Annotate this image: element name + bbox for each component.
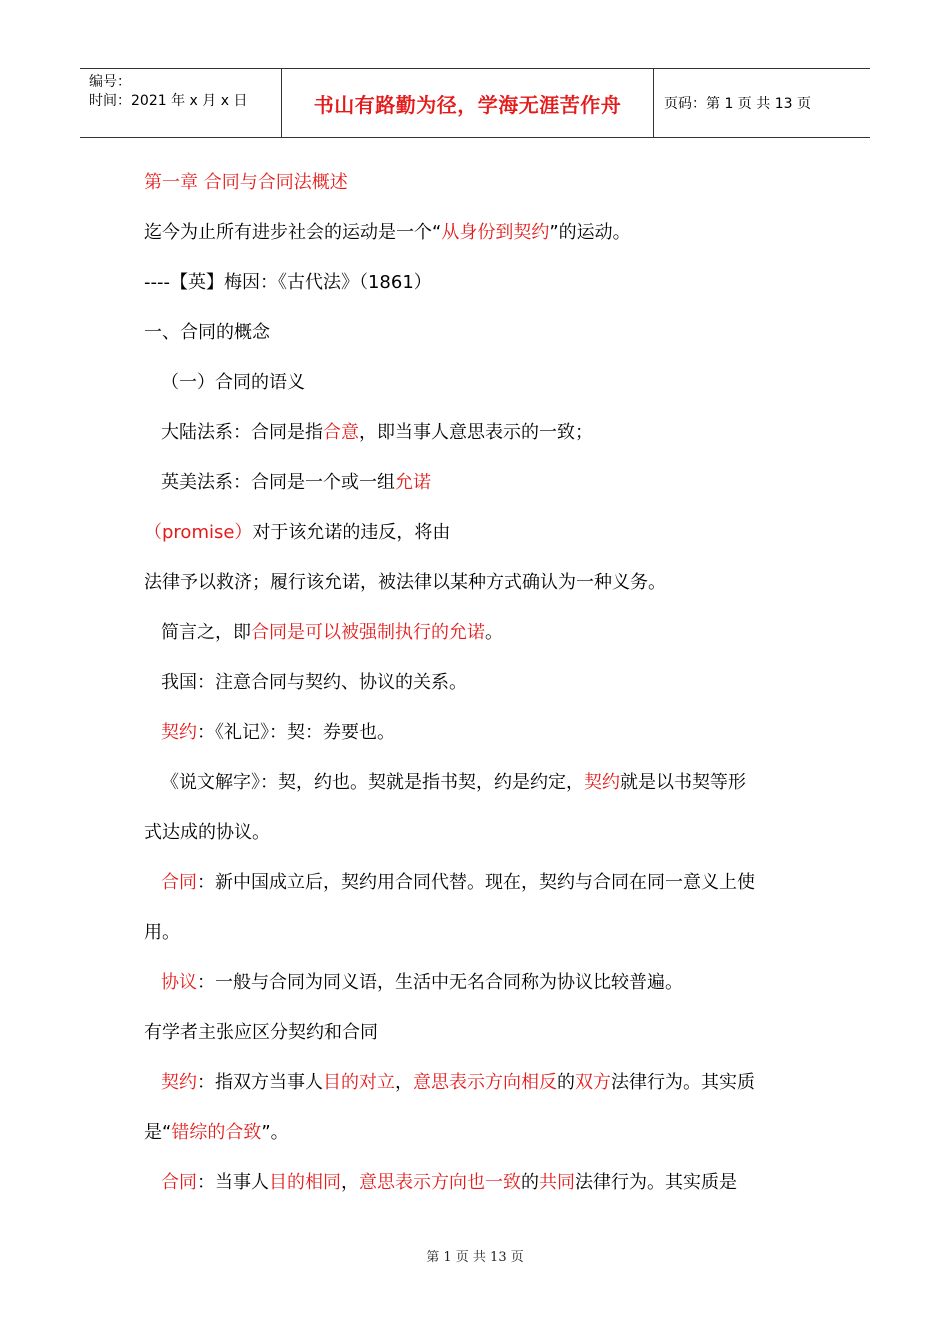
number-label: 编号： (89, 74, 131, 90)
paragraph-hetong: 合同：新中国成立后，契约用合同代替。现在，契约与合同在同一意义上使 (161, 872, 755, 893)
paragraph-common-law: 英美法系：合同是一个或一组允诺 (161, 472, 431, 493)
paragraph-hetong-cont: 用。 (144, 922, 180, 943)
quote-line: 迄今为止所有进步社会的运动是一个“从身份到契约”的运动。 (144, 222, 631, 243)
chapter-title: 第一章 合同与合同法概述 (144, 172, 348, 193)
paragraph-remedy: 法律予以救济；履行该允诺，被法律以某种方式确认为一种义务。 (144, 572, 666, 593)
paragraph-shuowen-cont: 式达成的协议。 (144, 822, 270, 843)
paragraph-scholars: 有学者主张应区分契约和合同 (144, 1022, 378, 1043)
paragraph-qiyue: 契约：《礼记》：契：券要也。 (161, 722, 395, 743)
paragraph-qiyue-def: 契约：指双方当事人目的对立，意思表示方向相反的双方法律行为。其实质 (161, 1072, 755, 1093)
paragraph-summary: 简言之，即合同是可以被强制执行的允诺。 (161, 622, 503, 643)
time-label: 时间：2021 年 x 月 x 日 (89, 93, 248, 109)
page-footer: 第 1 页 共 13 页 (426, 1250, 524, 1265)
paragraph-china: 我国：注意合同与契约、协议的关系。 (161, 672, 467, 693)
quote-highlight: 从身份到契约 (441, 222, 550, 243)
paragraph-shuowen: 《说文解字》：契，约也。契就是指书契，约是约定，契约就是以书契等形 (161, 772, 746, 793)
paragraph-promise: （promise）对于该允诺的违反，将由 (144, 522, 451, 543)
document-body (144, 168, 824, 1218)
paragraph-hetong-def: 合同：当事人目的相同，意思表示方向也一致的共同法律行为。其实质是 (161, 1172, 737, 1193)
paragraph-qiyue-def-cont: 是“错综的合致”。 (144, 1122, 289, 1143)
header-meta (80, 69, 282, 137)
quote-source: ----【英】梅因：《古代法》（1861） (144, 272, 432, 293)
header-page-info: 页码：第 1 页 共 13 页 (664, 96, 811, 112)
paragraph-xieyi: 协议：一般与合同为同义语，生活中无名合同称为协议比较普遍。 (161, 972, 683, 993)
motto-text: 书山有路勤为径，学海无涯苦作舟 (313, 92, 622, 117)
section-heading: 一、合同的概念 (144, 322, 270, 343)
subsection-heading: （一）合同的语义 (161, 372, 305, 393)
header-motto (282, 69, 654, 137)
page-header (80, 68, 870, 138)
paragraph-continental-law: 大陆法系：合同是指合意，即当事人意思表示的一致； (161, 422, 593, 443)
